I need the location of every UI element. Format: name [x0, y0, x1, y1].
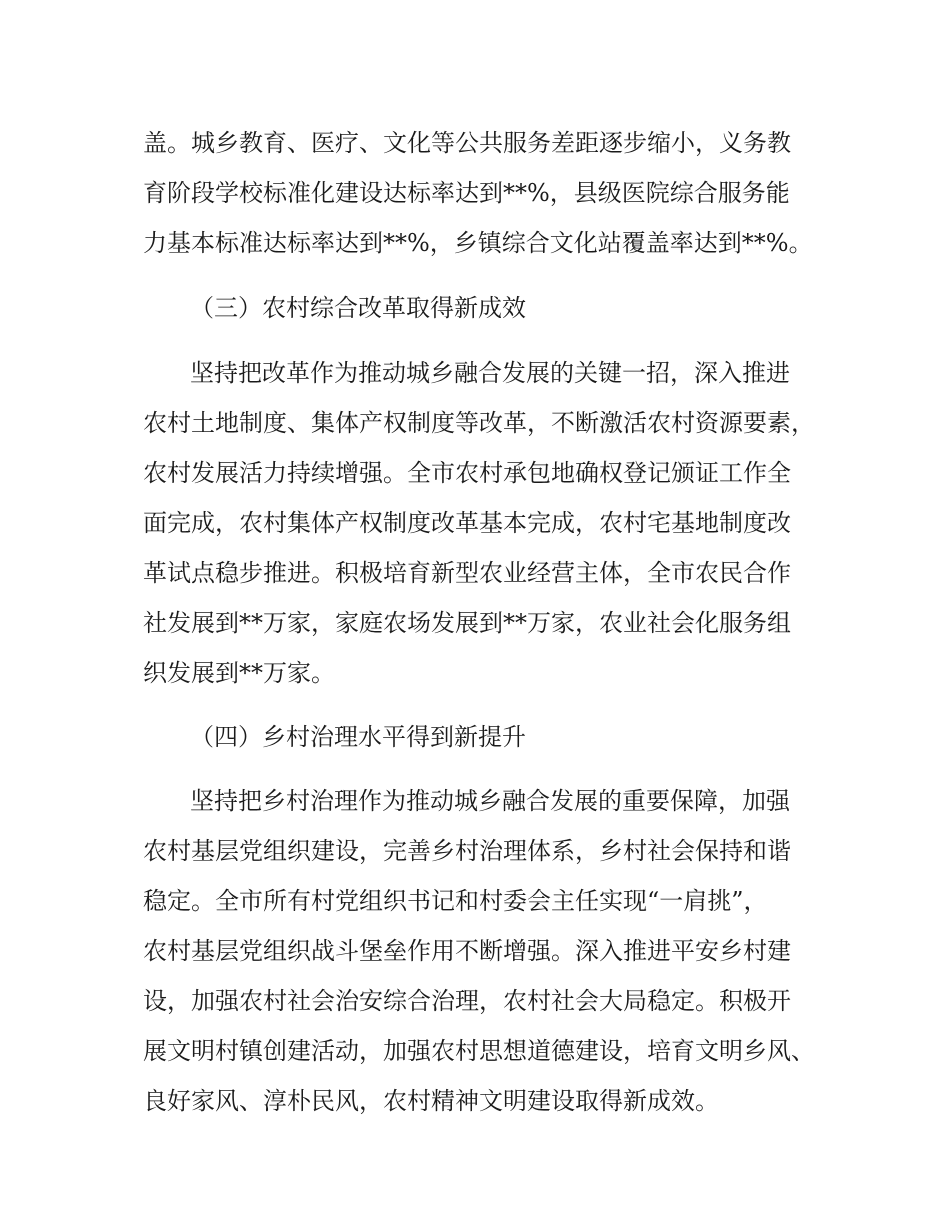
paragraph-line: 良好家风、淳朴民风，农村精神文明建设取得新成效。: [143, 1087, 719, 1115]
paragraph-line: 织发展到**万家。: [143, 659, 335, 687]
paragraph-line: 坚持把改革作为推动城乡融合发展的关键一招，深入推进: [190, 359, 790, 387]
paragraph-line: 盖。城乡教育、医疗、文化等公共服务差距逐步缩小，义务教: [143, 129, 791, 157]
paragraph-line: 力基本标准达标率达到**%，乡镇综合文化站覆盖率达到**%。: [143, 229, 813, 257]
paragraph-line: 稳定。全市所有村党组织书记和村委会主任实现“一肩挑”，: [143, 887, 768, 915]
paragraph-line: 育阶段学校标准化建设达标率达到**%，县级医院综合服务能: [143, 179, 790, 207]
paragraph-line: 设，加强农村社会治安综合治理，农村社会大局稳定。积极开: [143, 987, 791, 1015]
paragraph-line: 农村发展活力持续增强。全市农村承包地确权登记颁证工作全: [143, 459, 791, 487]
paragraph-line: 农村基层党组织建设，完善乡村治理体系，乡村社会保持和谐: [143, 837, 791, 865]
paragraph-line: 展文明村镇创建活动，加强农村思想道德建设，培育文明乡风、: [143, 1037, 815, 1065]
paragraph-line: 农村基层党组织战斗堡垒作用不断增强。深入推进平安乡村建: [143, 937, 791, 965]
paragraph-line: 农村土地制度、集体产权制度等改革，不断激活农村资源要素，: [143, 409, 815, 437]
paragraph-line: 社发展到**万家，家庭农场发展到**万家，农业社会化服务组: [143, 609, 791, 637]
paragraph-line: 革试点稳步推进。积极培育新型农业经营主体，全市农民合作: [143, 559, 791, 587]
section-heading-4: （四）乡村治理水平得到新提升: [190, 723, 526, 751]
paragraph-line: 坚持把乡村治理作为推动城乡融合发展的重要保障，加强: [190, 787, 790, 815]
section-heading-3: （三）农村综合改革取得新成效: [190, 294, 526, 322]
paragraph-line: 面完成，农村集体产权制度改革基本完成，农村宅基地制度改: [143, 509, 791, 537]
